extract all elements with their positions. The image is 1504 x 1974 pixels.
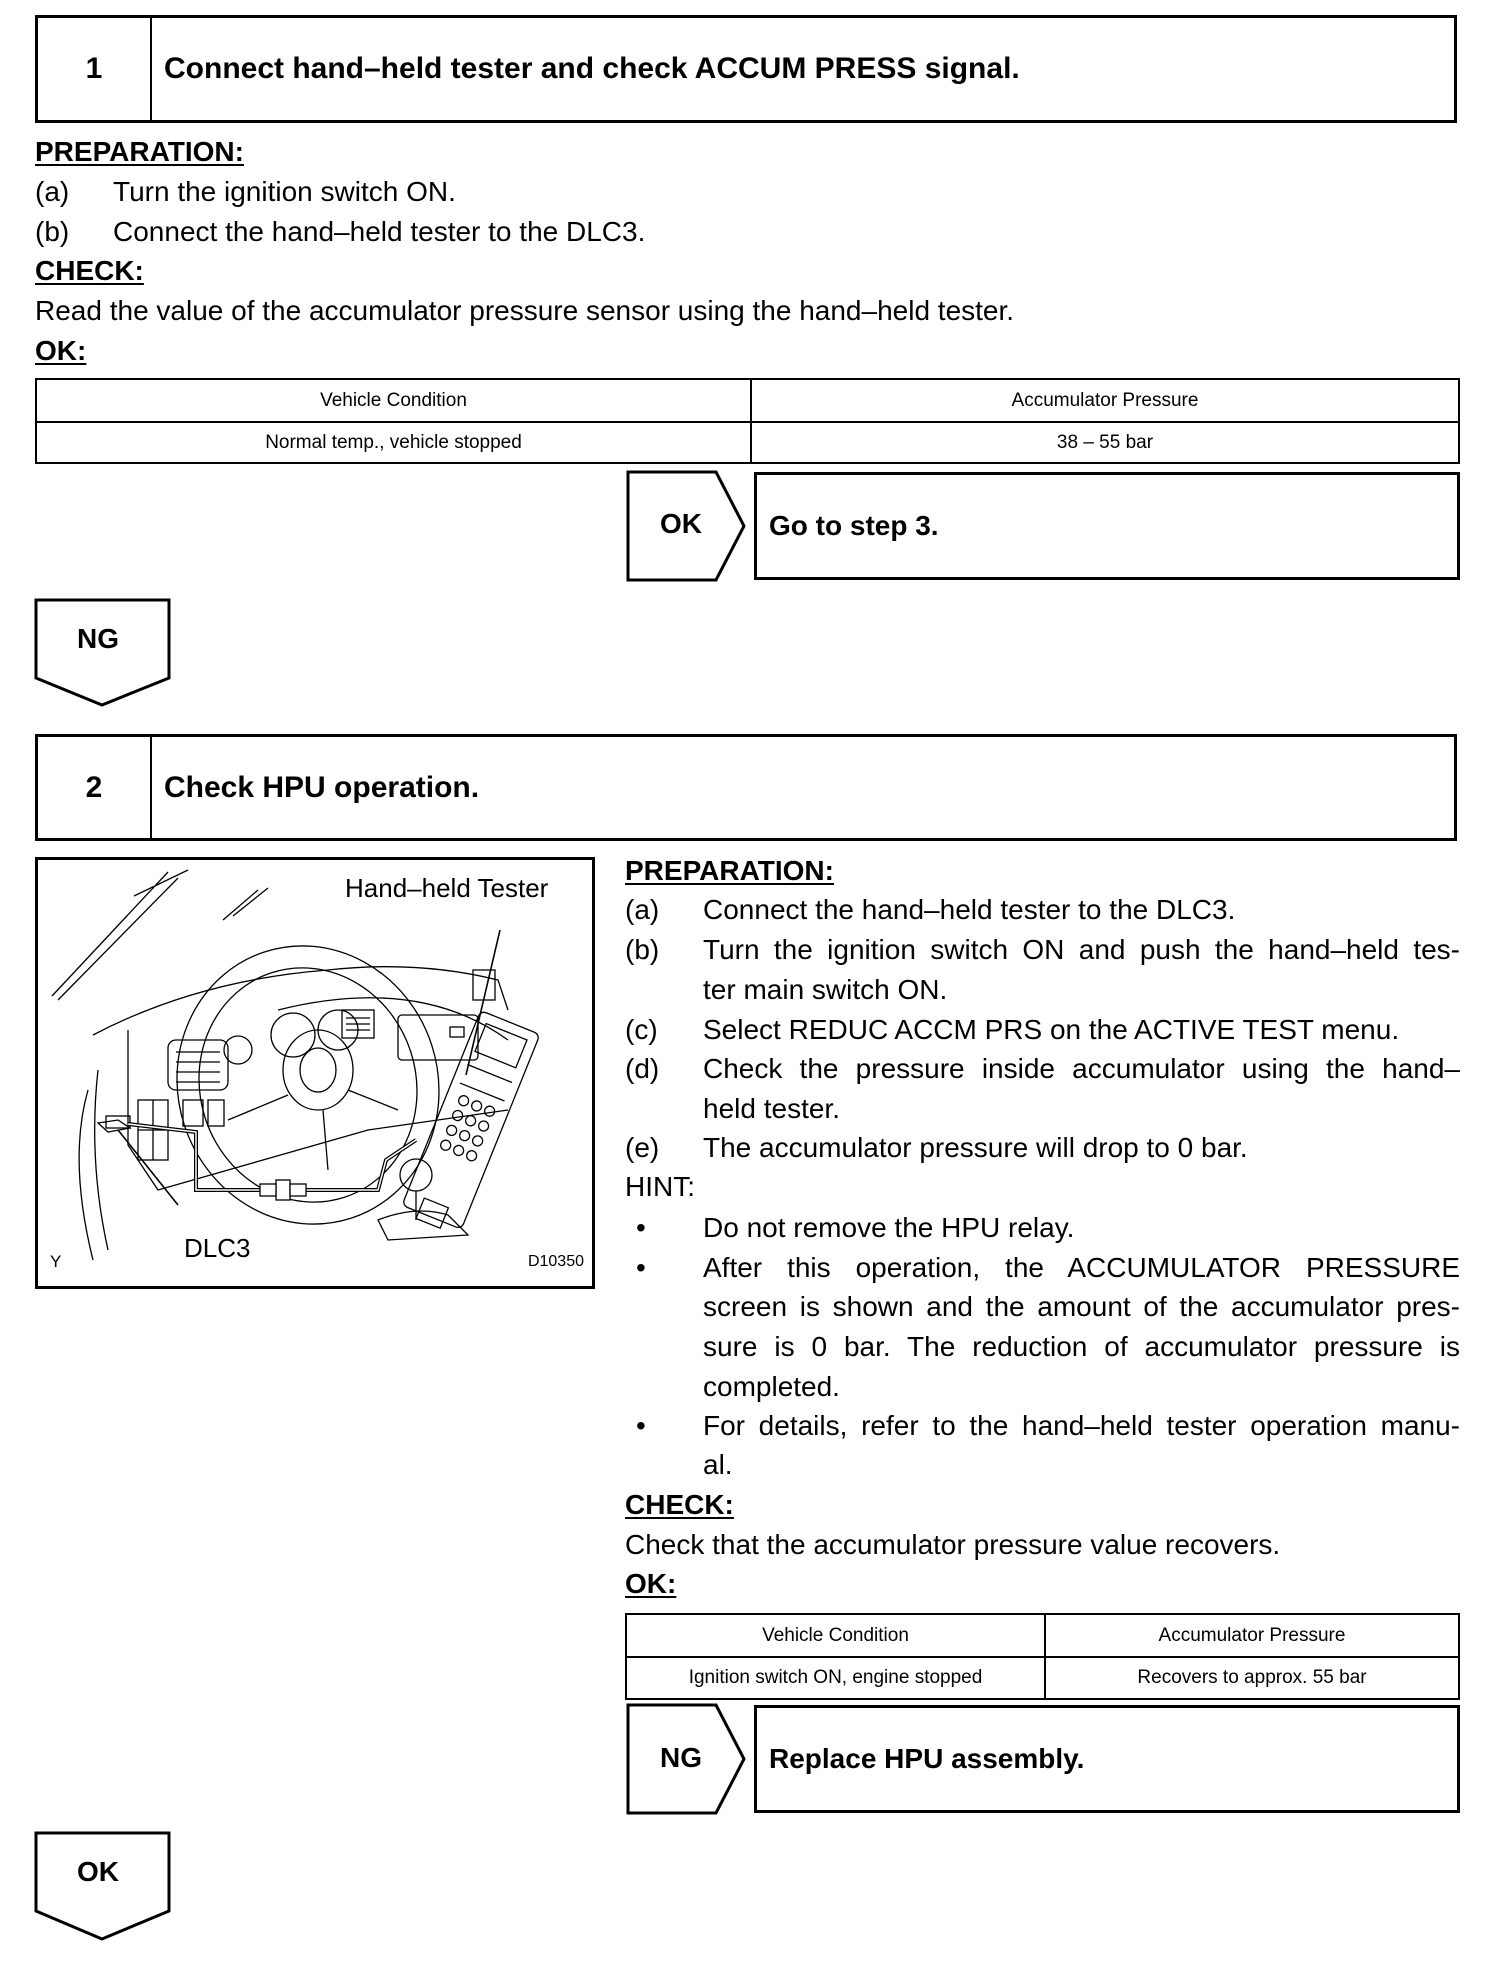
prep-text: Connect the hand–held tester to the DLC3. <box>113 216 646 247</box>
table-cell: Recovers to approx. 55 bar <box>1045 1657 1459 1699</box>
hint-text: al. <box>703 1449 733 1480</box>
table-row <box>626 1657 1459 1699</box>
preparation-heading: PREPARATION: <box>35 136 244 167</box>
table-cell: Normal temp., vehicle stopped <box>36 422 751 463</box>
check-heading: CHECK: <box>35 255 144 286</box>
prep-marker: (e) <box>625 1132 660 1163</box>
step-number: 1 <box>38 18 152 120</box>
prep-text: held tester. <box>703 1093 840 1124</box>
bullet: • <box>636 1212 646 1243</box>
check-heading: CHECK: <box>625 1489 734 1520</box>
hint-text: completed. <box>703 1371 840 1402</box>
prep-text: ter main switch ON. <box>703 974 948 1005</box>
bullet: • <box>636 1252 646 1283</box>
ok-branch-label: OK <box>77 1856 119 1887</box>
check-text: Check that the accumulator pressure value recovers. <box>625 1529 1281 1560</box>
ok-branch-label: OK <box>660 508 702 539</box>
ng-branch-label: NG <box>660 1742 702 1773</box>
table-header-row <box>36 379 1459 422</box>
prep-marker: (b) <box>625 934 660 965</box>
ng-branch-label: NG <box>77 623 119 654</box>
prep-marker: (a) <box>625 894 660 925</box>
table-row <box>36 422 1459 463</box>
tester-label: Hand–held Tester <box>345 873 549 903</box>
dlc3-label: DLC3 <box>184 1233 251 1263</box>
prep-text: Connect the hand–held tester to the DLC3. <box>703 894 1236 925</box>
table-header: Accumulator Pressure <box>751 379 1459 422</box>
table-cell: Ignition switch ON, engine stopped <box>626 1657 1045 1699</box>
prep-text: Turn the ignition switch ON. <box>113 176 456 207</box>
prep-marker: (c) <box>625 1014 658 1045</box>
preparation-heading: PREPARATION: <box>625 855 834 886</box>
step-title: Check HPU operation. <box>164 770 480 804</box>
prep-marker: (a) <box>35 176 70 207</box>
table-cell: 38 – 55 bar <box>751 422 1459 463</box>
spec-table <box>625 1613 1460 1700</box>
prep-text: The accumulator pressure will drop to 0 bar. <box>703 1132 1248 1163</box>
step-1-header <box>35 15 1457 123</box>
hint-text: screen is shown and the amount of the accumulator pres- <box>703 1291 1460 1322</box>
ok-heading: OK: <box>625 1568 677 1599</box>
prep-text: Select REDUC ACCM PRS on the ACTIVE TEST menu. <box>703 1014 1400 1045</box>
hint-heading: HINT: <box>625 1171 695 1202</box>
check-text: Read the value of the accumulator pressure sensor using the hand–held tester. <box>35 295 1015 326</box>
prep-marker: (d) <box>625 1053 660 1084</box>
table-header: Vehicle Condition <box>626 1614 1045 1657</box>
prep-text: Turn the ignition switch ON and push the hand–held tes- <box>703 934 1460 965</box>
figure-id: D10350 <box>527 1253 584 1270</box>
hint-text: sure is 0 bar. The reduction of accumulator pressure is <box>703 1331 1460 1362</box>
bullet: • <box>636 1410 646 1441</box>
step-number: 2 <box>38 737 152 838</box>
connection-illustration <box>35 857 595 1289</box>
dashboard-drawing <box>38 860 592 1286</box>
step-title: Connect hand–held tester and check ACCUM PRESS signal. <box>164 52 1020 85</box>
ng-result-box: Replace HPU assembly. <box>754 1705 1460 1813</box>
ok-result-box: Go to step 3. <box>754 472 1460 580</box>
step-2-header <box>35 734 1457 841</box>
corner-code: Y <box>50 1252 62 1271</box>
hint-text: After this operation, the ACCUMULATOR PRESSURE <box>703 1252 1460 1283</box>
prep-text: Check the pressure inside accumulator using the hand– <box>703 1053 1460 1084</box>
prep-marker: (b) <box>35 216 70 247</box>
table-header: Vehicle Condition <box>36 379 751 422</box>
spec-table <box>35 378 1460 464</box>
hint-text: Do not remove the HPU relay. <box>703 1212 1075 1243</box>
table-header-row <box>626 1614 1459 1657</box>
hint-text: For details, refer to the hand–held tester operation manu- <box>703 1410 1460 1441</box>
table-header: Accumulator Pressure <box>1045 1614 1459 1657</box>
ok-heading: OK: <box>35 335 87 366</box>
